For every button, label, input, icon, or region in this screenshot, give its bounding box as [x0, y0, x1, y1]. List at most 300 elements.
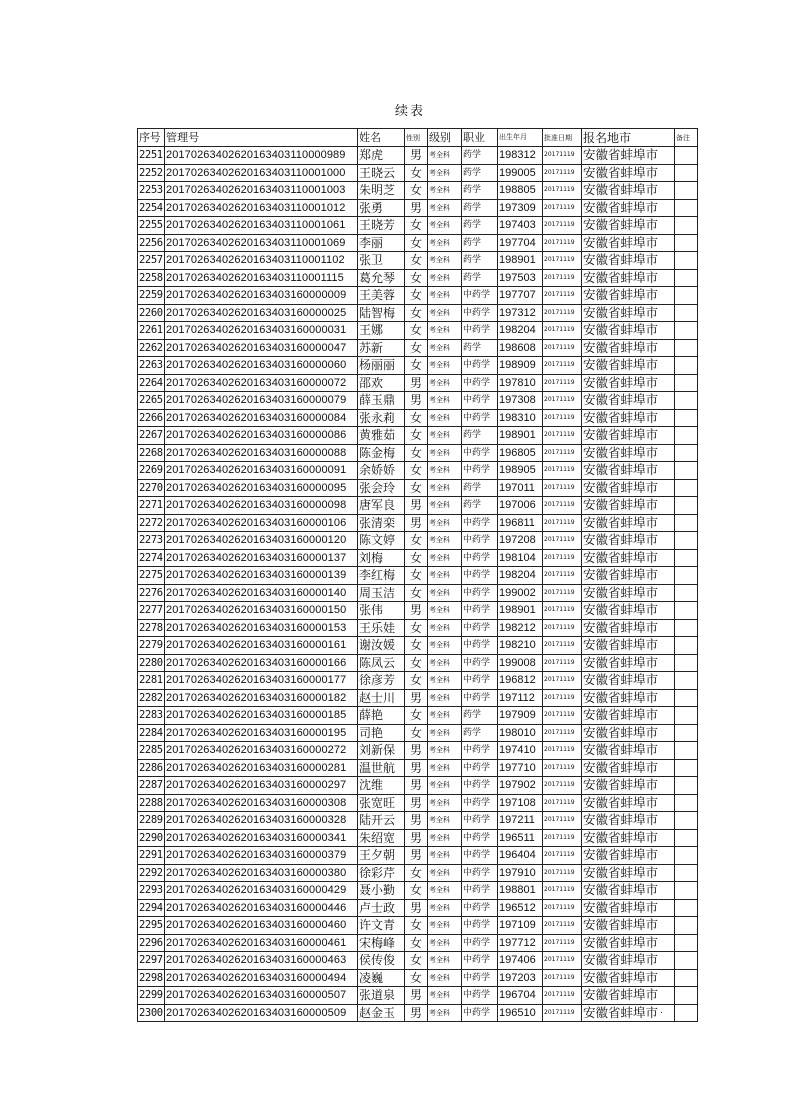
cell-note	[675, 567, 698, 585]
table-row	[138, 934, 698, 952]
cell-job: 中药学	[462, 777, 498, 795]
cell-name: 王乐娃	[358, 619, 405, 637]
cell-level: 考全科	[428, 304, 462, 322]
cell-seq: 2267	[138, 427, 165, 445]
cell-seq: 2272	[138, 514, 165, 532]
cell-place: 安徽省蚌埠市	[582, 497, 675, 515]
cell-id: 20170263402620163403110001102	[165, 252, 358, 270]
cell-level: 考全科	[428, 182, 462, 200]
cell-note	[675, 707, 698, 725]
cell-id: 20170263402620163403160000429	[165, 882, 358, 900]
cell-place: 安徽省蚌埠市	[582, 882, 675, 900]
cell-job: 中药学	[462, 882, 498, 900]
cell-date: 20171119	[543, 444, 582, 462]
cell-id: 20170263402620163403160000088	[165, 444, 358, 462]
cell-seq: 2294	[138, 899, 165, 917]
cell-level: 考全科	[428, 234, 462, 252]
cell-id: 20170263402620163403160000494	[165, 969, 358, 987]
cell-note	[675, 829, 698, 847]
cell-date: 20171119	[543, 567, 582, 585]
cell-seq: 2281	[138, 672, 165, 690]
cell-level: 考全科	[428, 777, 462, 795]
cell-date: 20171119	[543, 287, 582, 305]
cell-name: 郑虎	[358, 147, 405, 165]
cell-date: 20171119	[543, 234, 582, 252]
cell-place: 安徽省蚌埠市	[582, 969, 675, 987]
cell-birth: 197112	[498, 689, 543, 707]
table-row	[138, 322, 698, 340]
cell-birth: 199002	[498, 584, 543, 602]
cell-sex: 男	[405, 602, 428, 620]
cell-job: 中药学	[462, 759, 498, 777]
cell-name: 宋梅峰	[358, 934, 405, 952]
cell-birth: 197006	[498, 497, 543, 515]
table-row	[138, 882, 698, 900]
cell-place: 安徽省蚌埠市	[582, 952, 675, 970]
cell-sex: 男	[405, 899, 428, 917]
cell-level: 考全科	[428, 357, 462, 375]
cell-id: 20170263402620163403160000139	[165, 567, 358, 585]
cell-birth: 197704	[498, 234, 543, 252]
cell-name: 王美蓉	[358, 287, 405, 305]
header-date: 批准日期	[543, 129, 582, 147]
cell-sex: 男	[405, 497, 428, 515]
cell-level: 考全科	[428, 882, 462, 900]
cell-job: 药学	[462, 269, 498, 287]
cell-id: 20170263402620163403160000380	[165, 864, 358, 882]
table-row	[138, 549, 698, 567]
cell-place: 安徽省蚌埠市	[582, 759, 675, 777]
cell-seq: 2258	[138, 269, 165, 287]
cell-place: 安徽省蚌埠市	[582, 917, 675, 935]
cell-date: 20171119	[543, 934, 582, 952]
cell-seq: 2297	[138, 952, 165, 970]
cell-note	[675, 339, 698, 357]
header-sex: 性别	[405, 129, 428, 147]
table-row	[138, 917, 698, 935]
cell-note	[675, 654, 698, 672]
cell-note	[675, 374, 698, 392]
cell-birth: 198608	[498, 339, 543, 357]
cell-date: 20171119	[543, 672, 582, 690]
cell-date: 20171119	[543, 602, 582, 620]
cell-birth: 197503	[498, 269, 543, 287]
cell-name: 王娜	[358, 322, 405, 340]
table-row	[138, 462, 698, 480]
cell-place: 安徽省蚌埠市	[582, 339, 675, 357]
cell-job: 中药学	[462, 934, 498, 952]
cell-sex: 女	[405, 584, 428, 602]
cell-name: 温世航	[358, 759, 405, 777]
cell-birth: 196512	[498, 899, 543, 917]
cell-date: 20171119	[543, 217, 582, 235]
table-row	[138, 444, 698, 462]
cell-seq: 2271	[138, 497, 165, 515]
cell-id: 20170263402620163403110001069	[165, 234, 358, 252]
table-row	[138, 812, 698, 830]
cell-place: 安徽省蚌埠市	[582, 934, 675, 952]
cell-note	[675, 427, 698, 445]
table-row	[138, 217, 698, 235]
cell-date: 20171119	[543, 392, 582, 410]
cell-sex: 女	[405, 619, 428, 637]
cell-sex: 女	[405, 917, 428, 935]
cell-seq: 2284	[138, 724, 165, 742]
cell-date: 20171119	[543, 269, 582, 287]
cell-note	[675, 724, 698, 742]
cell-seq: 2276	[138, 584, 165, 602]
cell-level: 考全科	[428, 934, 462, 952]
cell-date: 20171119	[543, 304, 582, 322]
cell-job: 中药学	[462, 444, 498, 462]
table-row	[138, 514, 698, 532]
cell-level: 考全科	[428, 759, 462, 777]
cell-place: 安徽省蚌埠市	[582, 252, 675, 270]
cell-seq: 2262	[138, 339, 165, 357]
cell-name: 张宽旺	[358, 794, 405, 812]
cell-place: 安徽省蚌埠市	[582, 619, 675, 637]
table-row	[138, 147, 698, 165]
cell-note	[675, 899, 698, 917]
table-row	[138, 689, 698, 707]
cell-job: 中药学	[462, 287, 498, 305]
table-row	[138, 199, 698, 217]
cell-seq: 2296	[138, 934, 165, 952]
cell-place: 安徽省蚌埠市	[582, 199, 675, 217]
cell-seq: 2274	[138, 549, 165, 567]
cell-seq: 2298	[138, 969, 165, 987]
cell-place: 安徽省蚌埠市	[582, 654, 675, 672]
cell-birth: 198909	[498, 357, 543, 375]
cell-seq: 2266	[138, 409, 165, 427]
cell-birth: 197406	[498, 952, 543, 970]
cell-date: 20171119	[543, 462, 582, 480]
cell-job: 中药学	[462, 462, 498, 480]
cell-id: 20170263402620163403160000079	[165, 392, 358, 410]
cell-job: 药学	[462, 252, 498, 270]
cell-name: 苏新	[358, 339, 405, 357]
cell-name: 徐彦芳	[358, 672, 405, 690]
cell-sex: 男	[405, 689, 428, 707]
cell-level: 考全科	[428, 707, 462, 725]
cell-seq: 2255	[138, 217, 165, 235]
cell-seq: 2300	[138, 1004, 165, 1022]
cell-job: 中药学	[462, 567, 498, 585]
cell-sex: 男	[405, 759, 428, 777]
cell-sex: 女	[405, 444, 428, 462]
cell-place: 安徽省蚌埠市	[582, 147, 675, 165]
cell-id: 20170263402620163403160000460	[165, 917, 358, 935]
cell-name: 沈维	[358, 777, 405, 795]
cell-date: 20171119	[543, 182, 582, 200]
cell-level: 考全科	[428, 252, 462, 270]
cell-place: 安徽省蚌埠市	[582, 234, 675, 252]
cell-id: 20170263402620163403160000379	[165, 847, 358, 865]
cell-note	[675, 952, 698, 970]
cell-level: 考全科	[428, 899, 462, 917]
cell-birth: 198801	[498, 882, 543, 900]
cell-level: 考全科	[428, 969, 462, 987]
cell-note	[675, 637, 698, 655]
cell-place: 安徽省蚌埠市	[582, 724, 675, 742]
cell-sex: 男	[405, 987, 428, 1005]
cell-job: 药学	[462, 147, 498, 165]
cell-sex: 女	[405, 934, 428, 952]
table-row	[138, 567, 698, 585]
cell-job: 中药学	[462, 602, 498, 620]
cell-note	[675, 1004, 698, 1022]
cell-place: 安徽省蚌埠市	[582, 357, 675, 375]
cell-name: 侯传俊	[358, 952, 405, 970]
cell-birth: 197909	[498, 707, 543, 725]
cell-seq: 2260	[138, 304, 165, 322]
cell-birth: 197203	[498, 969, 543, 987]
cell-level: 考全科	[428, 427, 462, 445]
cell-note	[675, 549, 698, 567]
cell-id: 20170263402620163403160000106	[165, 514, 358, 532]
cell-date: 20171119	[543, 147, 582, 165]
cell-name: 刘新保	[358, 742, 405, 760]
cell-name: 薛玉鼎	[358, 392, 405, 410]
cell-name: 张道泉	[358, 987, 405, 1005]
table-row	[138, 777, 698, 795]
cell-job: 中药学	[462, 549, 498, 567]
table-row	[138, 847, 698, 865]
cell-note	[675, 287, 698, 305]
cell-birth: 198901	[498, 602, 543, 620]
cell-job: 中药学	[462, 514, 498, 532]
cell-place: 安徽省蚌埠市	[582, 182, 675, 200]
cell-birth: 196812	[498, 672, 543, 690]
cell-sex: 女	[405, 724, 428, 742]
cell-sex: 男	[405, 147, 428, 165]
table-row	[138, 969, 698, 987]
cell-birth: 197108	[498, 794, 543, 812]
cell-seq: 2263	[138, 357, 165, 375]
table-row	[138, 987, 698, 1005]
cell-seq: 2285	[138, 742, 165, 760]
cell-birth: 197410	[498, 742, 543, 760]
cell-date: 20171119	[543, 199, 582, 217]
cell-id: 20170263402620163403160000509	[165, 1004, 358, 1022]
cell-note	[675, 602, 698, 620]
cell-date: 20171119	[543, 637, 582, 655]
table-row	[138, 164, 698, 182]
cell-place: 安徽省蚌埠市	[582, 217, 675, 235]
cell-job: 药学	[462, 427, 498, 445]
cell-job: 中药学	[462, 969, 498, 987]
table-row	[138, 707, 698, 725]
cell-sex: 男	[405, 742, 428, 760]
header-note: 备注	[675, 129, 698, 147]
table-row	[138, 409, 698, 427]
cell-level: 考全科	[428, 619, 462, 637]
cell-sex: 男	[405, 199, 428, 217]
table-row	[138, 829, 698, 847]
cell-seq: 2295	[138, 917, 165, 935]
cell-id: 20170263402620163403160000297	[165, 777, 358, 795]
cell-id: 20170263402620163403160000047	[165, 339, 358, 357]
cell-sex: 女	[405, 707, 428, 725]
cell-note	[675, 444, 698, 462]
cell-id: 20170263402620163403160000091	[165, 462, 358, 480]
cell-birth: 198312	[498, 147, 543, 165]
cell-name: 黄雅茹	[358, 427, 405, 445]
cell-id: 20170263402620163403160000060	[165, 357, 358, 375]
cell-name: 刘梅	[358, 549, 405, 567]
cell-seq: 2259	[138, 287, 165, 305]
cell-level: 考全科	[428, 742, 462, 760]
cell-job: 中药学	[462, 742, 498, 760]
cell-job: 中药学	[462, 619, 498, 637]
cell-date: 20171119	[543, 532, 582, 550]
table-row	[138, 672, 698, 690]
cell-date: 20171119	[543, 654, 582, 672]
cell-name: 杨丽丽	[358, 357, 405, 375]
cell-note	[675, 147, 698, 165]
cell-note	[675, 514, 698, 532]
cell-level: 考全科	[428, 987, 462, 1005]
cell-birth: 198104	[498, 549, 543, 567]
cell-level: 考全科	[428, 952, 462, 970]
table-row	[138, 794, 698, 812]
cell-name: 李红梅	[358, 567, 405, 585]
cell-note	[675, 917, 698, 935]
cell-level: 考全科	[428, 549, 462, 567]
cell-sex: 男	[405, 392, 428, 410]
cell-seq: 2252	[138, 164, 165, 182]
cell-note	[675, 199, 698, 217]
cell-seq: 2289	[138, 812, 165, 830]
cell-place: 安徽省蚌埠市	[582, 899, 675, 917]
cell-birth: 196404	[498, 847, 543, 865]
cell-name: 聂小勤	[358, 882, 405, 900]
cell-note	[675, 304, 698, 322]
cell-sex: 女	[405, 952, 428, 970]
cell-place: 安徽省蚌埠市	[582, 164, 675, 182]
cell-name: 李丽	[358, 234, 405, 252]
cell-note	[675, 689, 698, 707]
table-row	[138, 899, 698, 917]
cell-id: 20170263402620163403160000031	[165, 322, 358, 340]
cell-birth: 198204	[498, 322, 543, 340]
cell-level: 考全科	[428, 269, 462, 287]
cell-level: 考全科	[428, 199, 462, 217]
table-row	[138, 619, 698, 637]
cell-seq: 2273	[138, 532, 165, 550]
cell-sex: 女	[405, 217, 428, 235]
table-row	[138, 234, 698, 252]
cell-sex: 男	[405, 514, 428, 532]
cell-name: 卢士政	[358, 899, 405, 917]
cell-job: 中药学	[462, 899, 498, 917]
cell-id: 20170263402620163403160000084	[165, 409, 358, 427]
cell-seq: 2275	[138, 567, 165, 585]
cell-id: 20170263402620163403110000989	[165, 147, 358, 165]
header-place: 报名地市	[582, 129, 675, 147]
table-row	[138, 584, 698, 602]
cell-date: 20171119	[543, 847, 582, 865]
cell-id: 20170263402620163403160000025	[165, 304, 358, 322]
cell-id: 20170263402620163403160000195	[165, 724, 358, 742]
cell-date: 20171119	[543, 794, 582, 812]
table-row	[138, 637, 698, 655]
cell-level: 考全科	[428, 532, 462, 550]
end-mark: .	[660, 1006, 663, 1016]
cell-date: 20171119	[543, 899, 582, 917]
cell-note	[675, 392, 698, 410]
cell-place: 安徽省蚌埠市	[582, 549, 675, 567]
cell-job: 中药学	[462, 864, 498, 882]
cell-place: 安徽省蚌埠市	[582, 427, 675, 445]
cell-job: 中药学	[462, 584, 498, 602]
cell-job: 中药学	[462, 689, 498, 707]
cell-sex: 女	[405, 269, 428, 287]
cell-id: 20170263402620163403110001003	[165, 182, 358, 200]
cell-seq: 2287	[138, 777, 165, 795]
cell-note	[675, 462, 698, 480]
cell-seq: 2299	[138, 987, 165, 1005]
header-name: 姓名	[358, 129, 405, 147]
cell-place: 安徽省蚌埠市	[582, 707, 675, 725]
table-row	[138, 1004, 698, 1022]
cell-date: 20171119	[543, 409, 582, 427]
cell-sex: 男	[405, 374, 428, 392]
cell-birth: 197712	[498, 934, 543, 952]
cell-seq: 2293	[138, 882, 165, 900]
cell-place: 安徽省蚌埠市	[582, 829, 675, 847]
cell-job: 中药学	[462, 952, 498, 970]
cell-sex: 女	[405, 182, 428, 200]
cell-sex: 女	[405, 357, 428, 375]
cell-job: 药学	[462, 164, 498, 182]
cell-job: 药学	[462, 217, 498, 235]
cell-job: 中药学	[462, 637, 498, 655]
cell-level: 考全科	[428, 409, 462, 427]
cell-name: 王晓云	[358, 164, 405, 182]
cell-place: 安徽省蚌埠市	[582, 532, 675, 550]
table-row	[138, 759, 698, 777]
cell-date: 20171119	[543, 689, 582, 707]
cell-name: 王晓芳	[358, 217, 405, 235]
cell-job: 中药学	[462, 794, 498, 812]
cell-name: 朱明芝	[358, 182, 405, 200]
cell-name: 余娇娇	[358, 462, 405, 480]
cell-name: 周玉洁	[358, 584, 405, 602]
table-row	[138, 182, 698, 200]
page-title: 续表	[394, 104, 425, 119]
cell-date: 20171119	[543, 549, 582, 567]
cell-seq: 2269	[138, 462, 165, 480]
cell-seq: 2277	[138, 602, 165, 620]
cell-sex: 女	[405, 864, 428, 882]
cell-date: 20171119	[543, 724, 582, 742]
cell-date: 20171119	[543, 829, 582, 847]
cell-sex: 女	[405, 654, 428, 672]
cell-note	[675, 357, 698, 375]
cell-date: 20171119	[543, 987, 582, 1005]
cell-name: 陈文婷	[358, 532, 405, 550]
cell-name: 张勇	[358, 199, 405, 217]
cell-birth: 197211	[498, 812, 543, 830]
cell-sex: 女	[405, 427, 428, 445]
cell-name: 许文青	[358, 917, 405, 935]
cell-note	[675, 742, 698, 760]
cell-note	[675, 759, 698, 777]
table-row	[138, 602, 698, 620]
cell-level: 考全科	[428, 672, 462, 690]
cell-date: 20171119	[543, 252, 582, 270]
